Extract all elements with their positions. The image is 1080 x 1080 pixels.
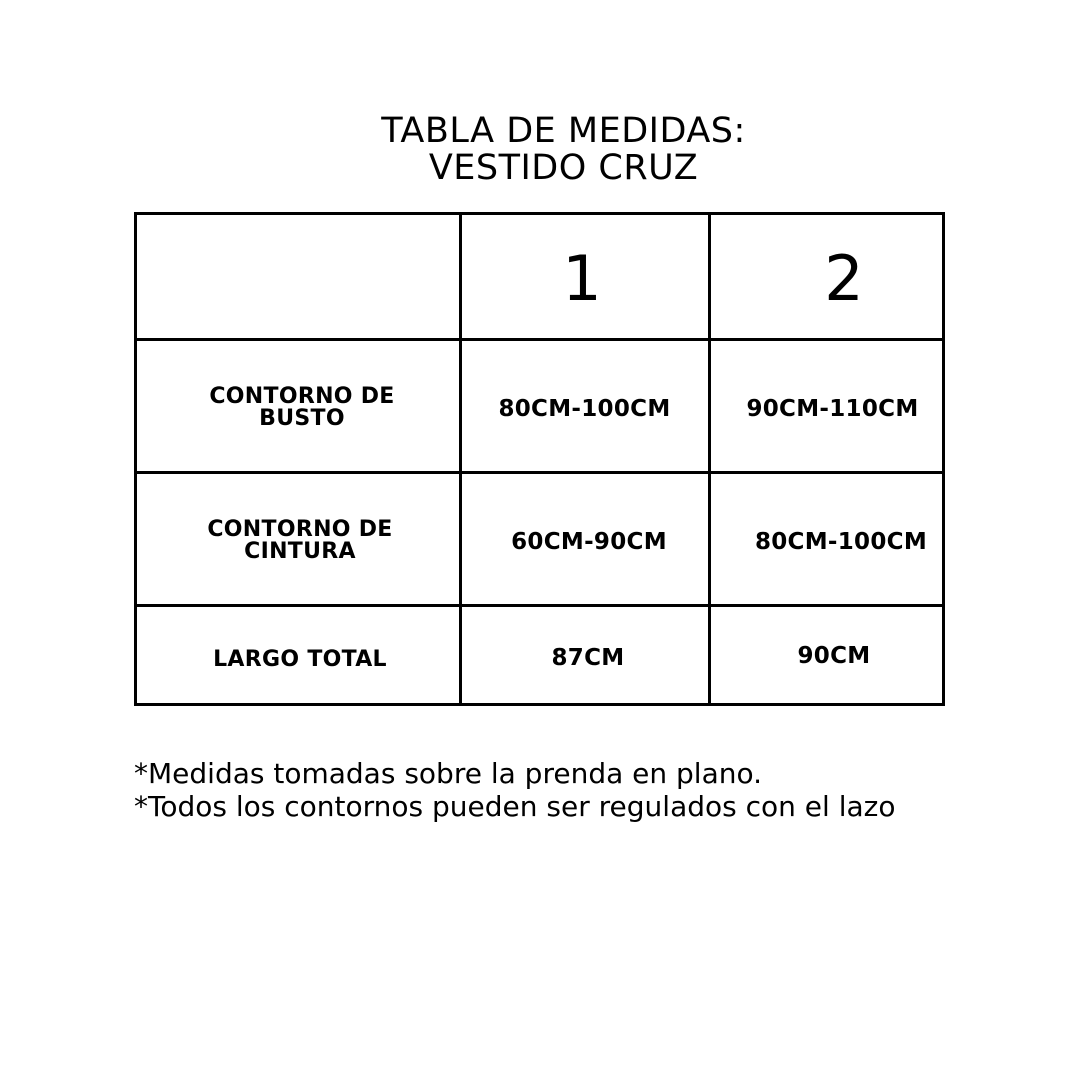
title-line-1: TABLA DE MEDIDAS:: [381, 111, 746, 151]
footnote-measurement: *Medidas tomadas sobre la prenda en plano.: [134, 757, 763, 790]
title-line-2: VESTIDO CRUZ: [428, 148, 699, 188]
table-cell: 90CM: [797, 643, 871, 669]
row-label-line: BUSTO: [259, 406, 345, 431]
size-header-2: 2: [824, 241, 864, 315]
page-title: [0, 113, 1080, 187]
table-cell: 80CM-100CM: [498, 396, 671, 422]
row-label-cintura: [137, 474, 463, 608]
header-empty-cell: [137, 215, 459, 338]
table-cell: 87CM: [551, 645, 625, 671]
row-label-line: LARGO TOTAL: [213, 647, 387, 672]
row-label-busto: [137, 341, 467, 475]
row-label-line: CONTORNO DE: [207, 517, 393, 542]
row-label-largo: [137, 607, 463, 713]
table-cell: 80CM-100CM: [754, 529, 928, 555]
size-header-1: 1: [562, 241, 602, 315]
row-label-line: CONTORNO DE: [209, 384, 395, 409]
table-cell: 90CM-110CM: [746, 396, 919, 422]
footnote-adjustable: *Todos los contornos pueden ser regulados con el lazo: [134, 790, 896, 823]
row-label-line: CINTURA: [244, 539, 356, 564]
footnotes: [134, 757, 966, 823]
table-cell: 60CM-90CM: [511, 529, 667, 555]
size-table: [134, 212, 945, 706]
